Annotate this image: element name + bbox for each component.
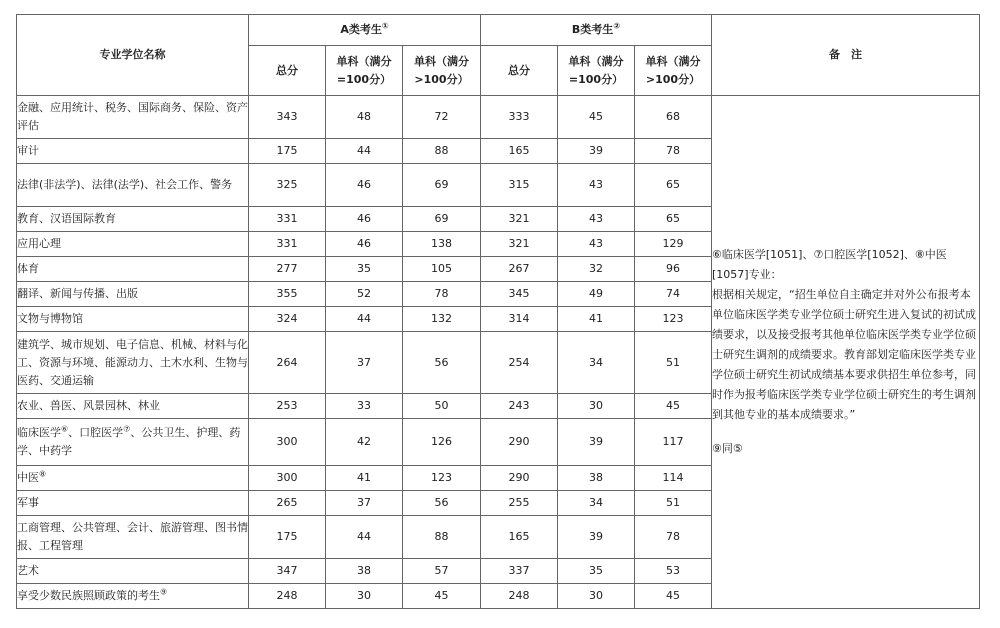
table-row (17, 96, 980, 139)
header-group-a-label: A类考生 (340, 23, 382, 36)
notes-cell (712, 96, 980, 609)
b-total: 255 (481, 491, 558, 516)
a-single-gt100: 88 (403, 516, 481, 559)
b-single-gt100: 96 (635, 257, 712, 282)
program-name: 审计 (17, 139, 249, 164)
b-single-100: 39 (558, 419, 635, 466)
a-single-gt100: 78 (403, 282, 481, 307)
b-total: 333 (481, 96, 558, 139)
a-single-100: 35 (326, 257, 403, 282)
a-single-gt100: 105 (403, 257, 481, 282)
b-single-gt100: 65 (635, 207, 712, 232)
b-single-gt100: 45 (635, 584, 712, 609)
b-total: 337 (481, 559, 558, 584)
header-b-single-gt100-l2: >100分） (645, 72, 701, 86)
program-name: 金融、应用统计、税务、国际商务、保险、资产评估 (17, 96, 249, 139)
header-b-single-100 (558, 46, 635, 96)
program-name: 教育、汉语国际教育 (17, 207, 249, 232)
b-total: 267 (481, 257, 558, 282)
b-single-gt100: 129 (635, 232, 712, 257)
b-single-100: 45 (558, 96, 635, 139)
header-a-single-gt100-l2: >100分） (414, 72, 469, 86)
a-total: 300 (249, 466, 326, 491)
header-a-total: 总分 (249, 46, 326, 96)
b-total: 321 (481, 232, 558, 257)
a-single-100: 44 (326, 139, 403, 164)
medical-part1: 临床医学 (17, 426, 61, 439)
a-total: 325 (249, 164, 326, 207)
a-single-100: 38 (326, 559, 403, 584)
program-name-mark: ⑧ (39, 469, 47, 479)
b-single-100: 43 (558, 232, 635, 257)
b-single-100: 34 (558, 491, 635, 516)
header-a-single-gt100 (403, 46, 481, 96)
a-total: 343 (249, 96, 326, 139)
a-total: 264 (249, 332, 326, 394)
a-total: 248 (249, 584, 326, 609)
b-single-100: 43 (558, 164, 635, 207)
a-single-100: 46 (326, 232, 403, 257)
b-total: 248 (481, 584, 558, 609)
program-name-text: 中医 (17, 471, 39, 484)
program-name: 应用心理 (17, 232, 249, 257)
a-single-gt100: 72 (403, 96, 481, 139)
a-single-gt100: 50 (403, 394, 481, 419)
a-single-gt100: 138 (403, 232, 481, 257)
program-name-text: 享受少数民族照顾政策的考生 (17, 589, 160, 602)
a-single-100: 44 (326, 307, 403, 332)
header-group-b (481, 15, 712, 46)
b-single-gt100: 117 (635, 419, 712, 466)
program-name: 建筑学、城市规划、电子信息、机械、材料与化工、资源与环境、能源动力、土木水利、生物与医药、交通运输 (17, 332, 249, 394)
program-name: 军事 (17, 491, 249, 516)
header-b-single-100-l2: =100分） (568, 72, 624, 86)
a-single-100: 46 (326, 164, 403, 207)
a-total: 175 (249, 516, 326, 559)
a-total: 355 (249, 282, 326, 307)
b-single-100: 49 (558, 282, 635, 307)
note-medical-header: ⑥临床医学[1051]、⑦口腔医学[1052]、⑧中医[1057]专业： (712, 248, 947, 281)
b-single-gt100: 68 (635, 96, 712, 139)
header-a-single-100-l2: =100分） (336, 72, 392, 86)
b-single-gt100: 123 (635, 307, 712, 332)
b-total: 254 (481, 332, 558, 394)
b-single-100: 43 (558, 207, 635, 232)
medical-mark2: ⑦ (123, 424, 131, 434)
b-single-gt100: 53 (635, 559, 712, 584)
a-single-gt100: 45 (403, 584, 481, 609)
b-single-100: 41 (558, 307, 635, 332)
b-single-gt100: 45 (635, 394, 712, 419)
header-a-single-100 (326, 46, 403, 96)
a-single-100: 37 (326, 332, 403, 394)
a-single-100: 30 (326, 584, 403, 609)
a-single-gt100: 88 (403, 139, 481, 164)
a-single-gt100: 126 (403, 419, 481, 466)
medical-mark1: ⑥ (61, 424, 69, 434)
a-total: 331 (249, 232, 326, 257)
a-single-gt100: 123 (403, 466, 481, 491)
b-single-gt100: 51 (635, 332, 712, 394)
b-single-100: 39 (558, 516, 635, 559)
program-name: 翻译、新闻与传播、出版 (17, 282, 249, 307)
header-group-b-label: B类考生 (571, 23, 614, 36)
b-single-100: 30 (558, 394, 635, 419)
b-single-100: 39 (558, 139, 635, 164)
header-group-a (249, 15, 481, 46)
program-name: 法律(非法学)、法律(法学)、社会工作、警务 (17, 164, 249, 207)
b-single-gt100: 78 (635, 139, 712, 164)
b-total: 321 (481, 207, 558, 232)
a-single-100: 52 (326, 282, 403, 307)
b-single-gt100: 65 (635, 164, 712, 207)
a-single-gt100: 56 (403, 491, 481, 516)
header-notes: 备 注 (712, 15, 980, 96)
a-total: 277 (249, 257, 326, 282)
program-name: 工商管理、公共管理、会计、旅游管理、图书情报、工程管理 (17, 516, 249, 559)
program-name-mark: ⑨ (160, 587, 168, 597)
a-single-gt100: 132 (403, 307, 481, 332)
medical-part2: 、口腔医学 (68, 426, 124, 439)
a-single-100: 41 (326, 466, 403, 491)
program-name (17, 419, 249, 466)
score-table (16, 14, 980, 609)
a-total: 324 (249, 307, 326, 332)
a-single-gt100: 56 (403, 332, 481, 394)
program-name: 文物与博物馆 (17, 307, 249, 332)
b-single-100: 38 (558, 466, 635, 491)
program-name: 农业、兽医、风景园林、林业 (17, 394, 249, 419)
b-single-100: 35 (558, 559, 635, 584)
program-name: 体育 (17, 257, 249, 282)
program-name (17, 584, 249, 609)
program-name (17, 466, 249, 491)
a-single-100: 33 (326, 394, 403, 419)
header-a-single-gt100-l1: 单科（满分 (414, 54, 469, 68)
b-single-100: 32 (558, 257, 635, 282)
header-b-single-gt100-l1: 单科（满分 (645, 54, 701, 68)
a-single-100: 48 (326, 96, 403, 139)
b-total: 315 (481, 164, 558, 207)
program-name: 艺术 (17, 559, 249, 584)
a-single-gt100: 69 (403, 207, 481, 232)
b-total: 314 (481, 307, 558, 332)
a-total: 175 (249, 139, 326, 164)
header-group-a-mark: ① (381, 21, 389, 31)
a-single-100: 44 (326, 516, 403, 559)
note-minority: ⑨同⑤ (712, 442, 743, 455)
a-total: 331 (249, 207, 326, 232)
note-medical-text: 根据相关规定，“招生单位自主确定并对外公布报考本单位临床医学类专业学位硕士研究生进入复试的初试成绩要求，以及接受报考其他单位临床医学类专业学位硕士研究生调剂的成绩要求。教育部划定临床医学类专业学位硕士研究生初试成绩基本要求供招生单位参考，同时作为报考临床医学类专业学位硕士研究生的考生调剂到其他专业的基本成绩要求。” (712, 288, 976, 421)
a-single-gt100: 69 (403, 164, 481, 207)
a-single-100: 46 (326, 207, 403, 232)
header-program-name: 专业学位名称 (17, 15, 249, 96)
b-single-gt100: 51 (635, 491, 712, 516)
b-total: 165 (481, 139, 558, 164)
a-single-100: 37 (326, 491, 403, 516)
a-single-100: 42 (326, 419, 403, 466)
header-a-single-100-l1: 单科（满分 (336, 54, 392, 68)
b-single-100: 34 (558, 332, 635, 394)
header-group-b-mark: ② (613, 21, 621, 31)
a-total: 265 (249, 491, 326, 516)
b-single-gt100: 114 (635, 466, 712, 491)
a-total: 300 (249, 419, 326, 466)
b-total: 165 (481, 516, 558, 559)
b-single-gt100: 78 (635, 516, 712, 559)
medical-part3: 、公共卫生、护理、药学、中药学 (17, 426, 241, 457)
a-total: 347 (249, 559, 326, 584)
b-single-100: 30 (558, 584, 635, 609)
header-b-total: 总分 (481, 46, 558, 96)
a-single-gt100: 57 (403, 559, 481, 584)
b-total: 290 (481, 419, 558, 466)
a-total: 253 (249, 394, 326, 419)
b-total: 345 (481, 282, 558, 307)
header-b-single-100-l1: 单科（满分 (568, 54, 624, 68)
b-single-gt100: 74 (635, 282, 712, 307)
header-b-single-gt100 (635, 46, 712, 96)
b-total: 243 (481, 394, 558, 419)
b-total: 290 (481, 466, 558, 491)
